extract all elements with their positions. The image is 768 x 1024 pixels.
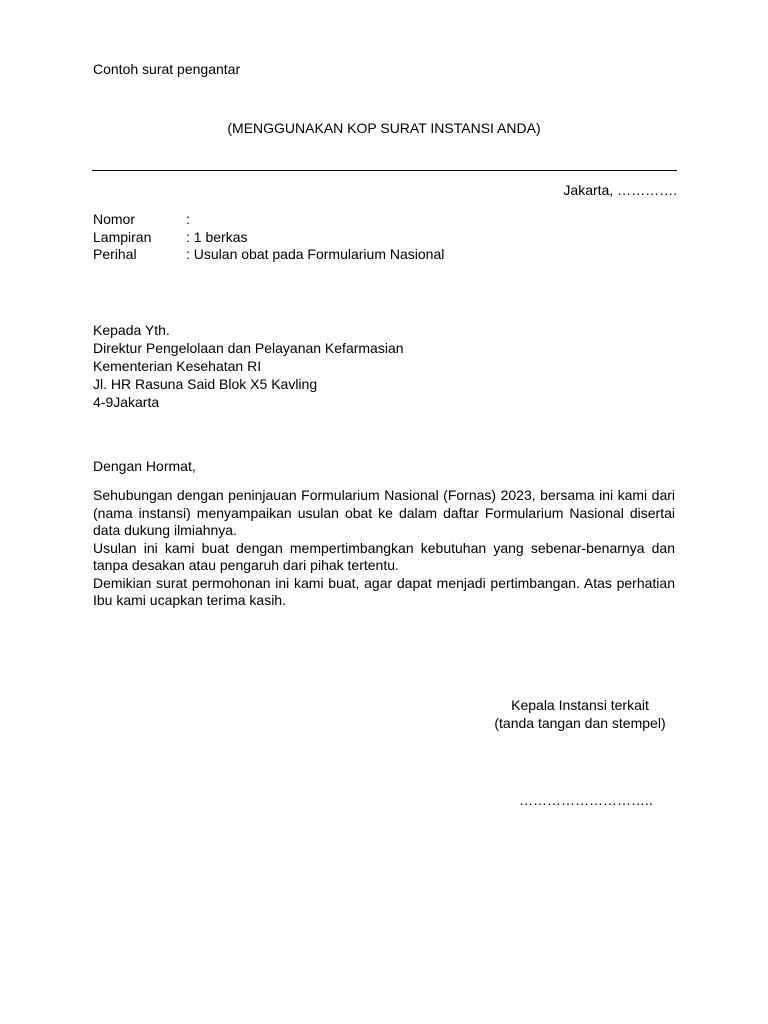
example-note: Contoh surat pengantar (93, 61, 241, 77)
meta-label: Perihal (93, 246, 137, 262)
meta-value: : (186, 211, 190, 227)
body-paragraph: Sehubungan dengan peninjauan Formularium Nasional (Fornas) 2023, bersama ini kami dari (nama instansi) menyampaikan usulan obat ke dalam daftar Formularium Nasional disertai data dukung ilmiahnya. (93, 487, 675, 538)
recipient-line: 4-9Jakarta (93, 394, 160, 410)
signature-blank-line: ……………………….. (519, 792, 653, 808)
recipient-line: Kementerian Kesehatan RI (93, 358, 262, 374)
body-paragraph: Demikian surat permohonan ini kami buat, agar dapat menjadi pertimbangan. Atas perhatian Ibu kami ucapkan terima kasih. (93, 574, 675, 608)
meta-label: Nomor (93, 211, 136, 227)
letter-body (93, 487, 675, 610)
letterhead-divider (92, 170, 677, 171)
salutation: Dengan Hormat, (93, 458, 196, 474)
recipient-line: Jl. HR Rasuna Said Blok X5 Kavling (93, 376, 318, 392)
meta-value: : 1 berkas (186, 228, 248, 245)
signature-title: Kepala Instansi terkait (511, 697, 649, 713)
meta-row-nomor (93, 211, 444, 229)
body-paragraph: Usulan ini kami buat dengan mempertimbangkan kebutuhan yang sebenar-benarnya dan tanpa desakan atau pengaruh dari pihak tertentu. (93, 539, 675, 573)
meta-value: : Usulan obat pada Formularium Nasional (186, 246, 445, 262)
letter-meta (93, 211, 444, 264)
signature-block (480, 697, 680, 732)
recipient-line: Kepada Yth. (93, 322, 170, 338)
recipient-address (93, 321, 404, 411)
recipient-line: Direktur Pengelolaan dan Pelayanan Kefarmasian (93, 340, 404, 356)
letterhead-placeholder: (MENGGUNAKAN KOP SURAT INSTANSI ANDA) (227, 120, 541, 136)
meta-row-perihal (93, 246, 444, 264)
letter-date: Jakarta, …………. (563, 182, 677, 198)
meta-label: Lampiran (93, 228, 152, 245)
signature-note: (tanda tangan dan stempel) (494, 714, 666, 731)
meta-row-lampiran (93, 229, 444, 247)
